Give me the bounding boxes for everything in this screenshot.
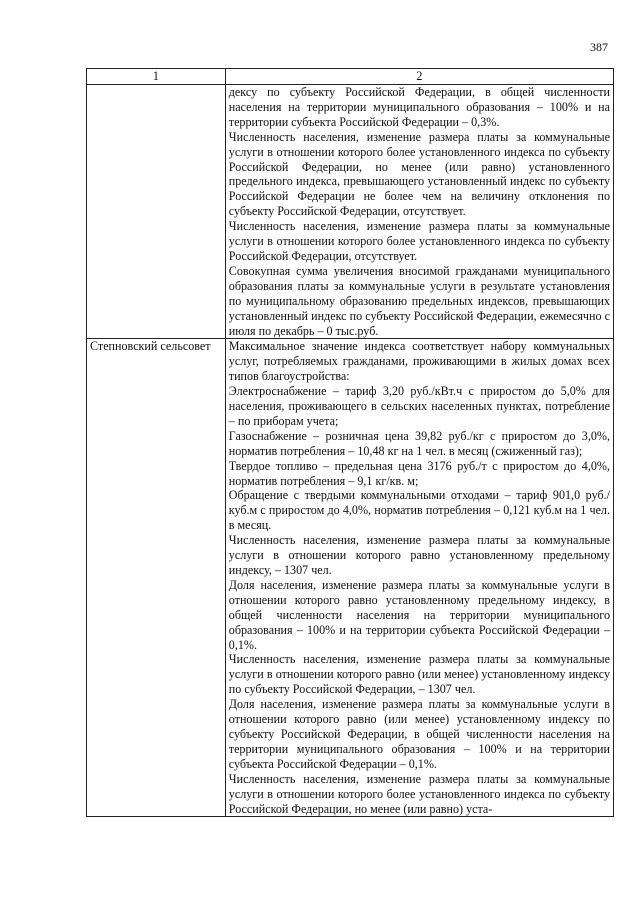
paragraph: Численность населения, изменение размера платы за коммунальные услуги в отношении которого более установленного индекса по субъекту Российской Федерации, отсутствует. [228, 219, 610, 263]
page-number: 387 [590, 40, 608, 54]
row-content-cell [225, 85, 613, 339]
paragraph: Численность населения, изменение размера платы за коммунальные услуги в отношении которого равно (или менее) установленному индексу по субъекту Российской Федерации, – 1307 чел. [228, 652, 610, 697]
paragraph: Численность населения, изменение размера платы за коммунальные услуги в отношении которого равно установленному предельному индексу, – 1307 чел. [228, 533, 610, 577]
paragraph: Твердое топливо – предельная цена 3176 руб./т с приростом до 4,0%, норматив потребления – 9,1 кг/кв. м; [228, 458, 610, 488]
column-header-2: 2 [225, 69, 613, 85]
row-label-cell [87, 85, 226, 339]
column-header-1: 1 [87, 69, 226, 85]
row-content-cell [225, 339, 613, 817]
paragraph: Газоснабжение – розничная цена 39,82 руб./кг с приростом до 3,0%, норматив потребления – 10,48 кг на 1 чел. в месяц (сжиженный газ); [228, 428, 610, 458]
paragraph: Совокупная сумма увеличения вносимой гражданами муниципального образования платы за коммунальные услуги в результате установления по муниципальному образованию предельных индексов, превышающих установленный индекс по субъекту Российской Федерации, ежемесячно с июля по декабрь – 0 тыс.руб. [228, 263, 610, 338]
paragraph: Доля населения, изменение размера платы за коммунальные услуги в отношении которого равно (или менее) установленному индексу по субъекту Российской Федерации, в общей численности населения на территории муниципального образования – 100% и на территории субъекта Российской Федерации – 0,1%. [228, 697, 610, 771]
paragraph: Электроснабжение – тариф 3,20 руб./кВт.ч с приростом до 5,0% для населения, проживающего в сельских населенных пунктах, потребление – по приборам учета; [228, 384, 610, 428]
paragraph: дексу по субъекту Российской Федерации, в общей численности населения на территории муниципального образования – 100% и на территории субъекта Российской Федерации – 0,3%. [228, 85, 610, 129]
paragraph: Численность населения, изменение размера платы за коммунальные услуги в отношении которого более установленного индекса по субъекту Российской Федерации, но менее (или равно) уста- [228, 771, 610, 816]
paragraph: Доля населения, изменение размера платы за коммунальные услуги в отношении которого равно установленному предельному индексу, в общей численности населения на территории муниципального образования – 100% и на территории субъекта Российской Федерации – 0,1%. [228, 577, 610, 652]
table-header-row [87, 69, 614, 85]
paragraph: Максимальное значение индекса соответствует набору коммунальных услуг, потребляемых гражданами, проживающими в жилых домах всех типов благоустройства: [228, 339, 610, 384]
paragraph: Численность населения, изменение размера платы за коммунальные услуги в отношении которого более установленного индекса по субъекту Российской Федерации, но менее (или равно) установленного предельного индекса, превышающего установленный индекс по субъекту Российской Федерации не более чем на величину отклонения по субъекту Российской Федерации, отсутствует. [228, 129, 610, 219]
table-row [87, 85, 614, 339]
row-label-cell: Степновский сельсовет [87, 339, 226, 817]
table-row [87, 339, 614, 817]
paragraph: Обращение с твердыми коммунальными отходами – тариф 901,0 руб./куб.м с приростом до 4,0%, норматив потребления – 0,121 куб.м на 1 чел. в месяц. [228, 488, 610, 533]
document-table [86, 68, 614, 817]
